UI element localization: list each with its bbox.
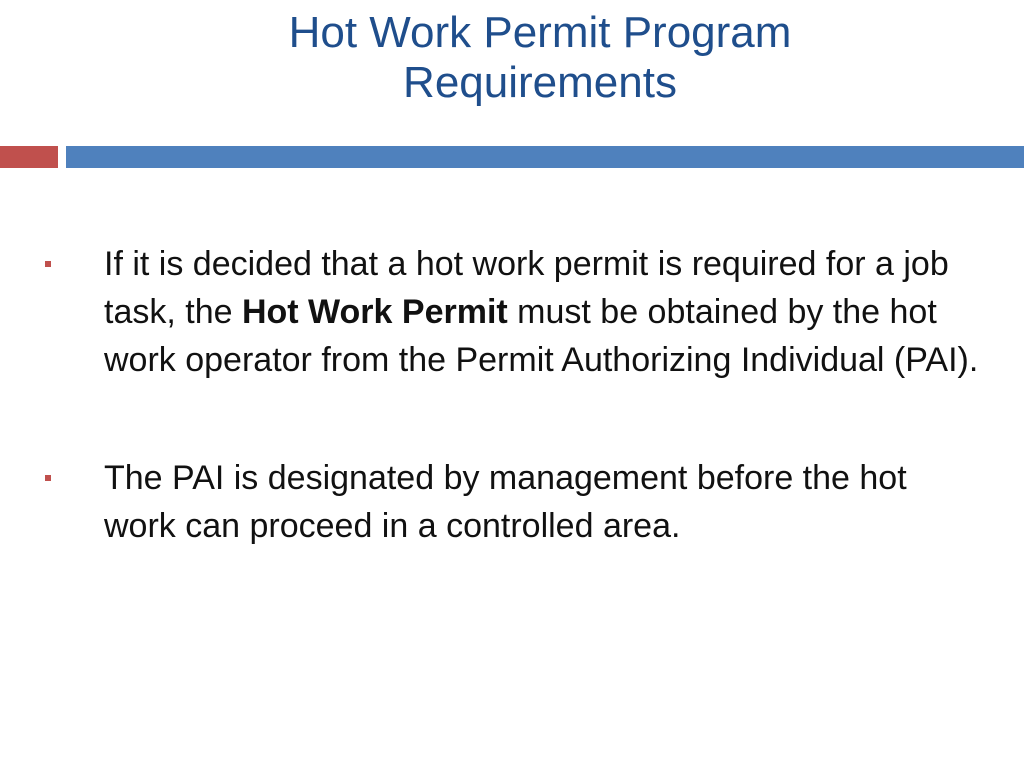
title-line-1: Hot Work Permit Program: [288, 8, 792, 57]
bullet-item-2: [0, 454, 1024, 550]
title-line-2: Requirements: [403, 58, 677, 107]
bullet-1-text-before: If it is decided that a hot work permit is required for a job task, the: [104, 245, 949, 331]
square-bullet-icon: [45, 261, 51, 267]
accent-bar-blue: [66, 146, 1024, 168]
bullet-list: [0, 240, 1024, 550]
bullet-2-text: The PAI is designated by management before the hot work can proceed in a controlled area.: [104, 459, 907, 545]
bullet-1-bold-text: Hot Work Permit: [241, 293, 508, 331]
accent-bar-red: [0, 146, 58, 168]
bullet-item-1: [0, 240, 1024, 384]
bullet-1-text-after: must be obtained by the hot work operator from the Permit Authorizing Individual (PAI).: [104, 293, 979, 379]
slide-title: [150, 8, 930, 108]
square-bullet-icon: [45, 475, 51, 481]
